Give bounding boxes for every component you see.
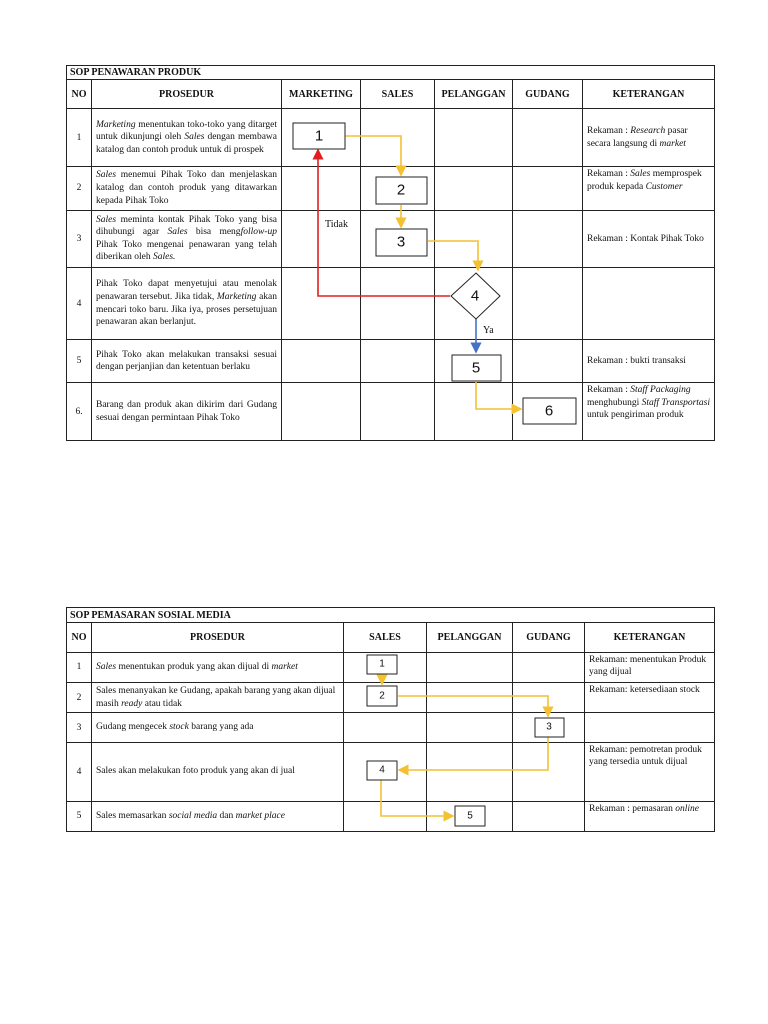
note-text: Rekaman : pemasaran online — [585, 801, 715, 831]
label-tidak: Tidak — [325, 219, 348, 230]
svg-text:2: 2 — [396, 181, 406, 199]
sop2-header-keterangan: KETERANGAN — [585, 623, 715, 652]
sop2-header-gudang: GUDANG — [513, 623, 585, 652]
connector-2-3 — [398, 696, 548, 716]
sop1-header-pelanggan: PELANGGAN — [435, 80, 513, 109]
row-number: 6. — [67, 383, 92, 441]
procedure-text: Marketing menentukan toko-toko yang ditarget untuk dikunjungi oleh Sales dengan membawa katalog dan contoh produk untuk di prospek — [92, 109, 282, 167]
svg-text:3: 3 — [396, 233, 406, 251]
note-text: Rekaman: pemotretan produk yang tersedia untuk dijual — [585, 742, 715, 801]
sop1-header-prosedur: PROSEDUR — [92, 80, 282, 109]
svg-text:4: 4 — [379, 764, 385, 776]
label-ya: Ya — [483, 325, 494, 336]
procedure-text: Sales meminta kontak Pihak Toko yang bisa dihubungi agar Sales bisa mengfollow-up Pihak Toko mengenai penawaran yang telah diberikan oleh Sales. — [92, 210, 282, 268]
procedure-text: Gudang mengecek stock barang yang ada — [92, 713, 344, 742]
svg-text:5: 5 — [467, 810, 473, 822]
sop2-title: SOP PEMASARAN SOSIAL MEDIA — [67, 608, 715, 623]
row-number: 5 — [67, 801, 92, 831]
row-number: 2 — [67, 167, 92, 210]
note-text: Rekaman : bukti transaksi — [583, 339, 715, 382]
sop1-header-gudang: GUDANG — [513, 80, 583, 109]
connector-4-5 — [381, 780, 453, 816]
row-number: 4 — [67, 268, 92, 340]
procedure-text: Sales akan melakukan foto produk yang akan di jual — [92, 742, 344, 801]
flow-node-4 — [367, 761, 397, 780]
sop1-header-no: NO — [67, 80, 92, 109]
row-number: 1 — [67, 109, 92, 167]
svg-text:1: 1 — [379, 658, 385, 670]
flow-node-5 — [455, 806, 485, 826]
procedure-text: Barang dan produk akan dikirim dari Gudang sesuai dengan permintaan Pihak Toko — [92, 383, 282, 441]
sop1-header-sales: SALES — [361, 80, 435, 109]
row-number: 2 — [67, 683, 92, 713]
procedure-text: Sales menemui Pihak Toko dan menjelaskan katalog dan contoh produk yang ditawarkan kepada Pihak Toko — [92, 167, 282, 210]
note-text: Rekaman : Kontak Pihak Toko — [583, 210, 715, 268]
note-text: Rekaman: menentukan Produk yang dijual — [585, 652, 715, 682]
sop1-header-keterangan: KETERANGAN — [583, 80, 715, 109]
note-text: Rekaman: ketersediaan stock — [585, 683, 715, 713]
svg-text:4: 4 — [470, 287, 480, 305]
row-number: 1 — [67, 652, 92, 682]
note-text: Rekaman : Research pasar secara langsung di market — [583, 109, 715, 167]
row-number: 4 — [67, 742, 92, 801]
connector-3-4 — [399, 737, 548, 770]
svg-text:1: 1 — [314, 127, 324, 145]
flow-node-2 — [367, 686, 397, 706]
sop1-title: SOP PENAWARAN PRODUK — [67, 66, 715, 80]
sop1-header-marketing: MARKETING — [282, 80, 361, 109]
sop2-header-prosedur: PROSEDUR — [92, 623, 344, 652]
svg-text:3: 3 — [546, 721, 552, 733]
procedure-text: Pihak Toko dapat menyetujui atau menolak penawaran tersebut. Jika tidak, Marketing akan mencari toko baru. Jika iya, proses persetujuan penawaran akan berlanjut. — [92, 268, 282, 340]
sop2-header-sales: SALES — [344, 623, 427, 652]
sop2-header-pelanggan: PELANGGAN — [427, 623, 513, 652]
row-number: 5 — [67, 339, 92, 382]
row-number: 3 — [67, 210, 92, 268]
svg-text:6: 6 — [544, 402, 554, 420]
sop2-header-no: NO — [67, 623, 92, 652]
procedure-text: Pihak Toko akan melakukan transaksi sesuai dengan perjanjian dan ketentuan berlaku — [92, 339, 282, 382]
svg-text:2: 2 — [379, 690, 385, 702]
procedure-text: Sales menentukan produk yang akan dijual di market — [92, 652, 344, 682]
procedure-text: Sales menanyakan ke Gudang, apakah barang yang akan dijual masih ready atau tidak — [92, 683, 344, 713]
note-text: Rekaman : Sales memprospek produk kepada Customer — [583, 167, 715, 210]
note-text: Rekaman : Staff Packaging menghubungi Staff Transportasi untuk pengiriman produk — [583, 383, 715, 441]
procedure-text: Sales memasarkan social media dan market place — [92, 801, 344, 831]
flow-node-3 — [535, 718, 564, 737]
flow-node-1 — [367, 655, 397, 674]
row-number: 3 — [67, 713, 92, 742]
svg-text:5: 5 — [471, 359, 481, 377]
